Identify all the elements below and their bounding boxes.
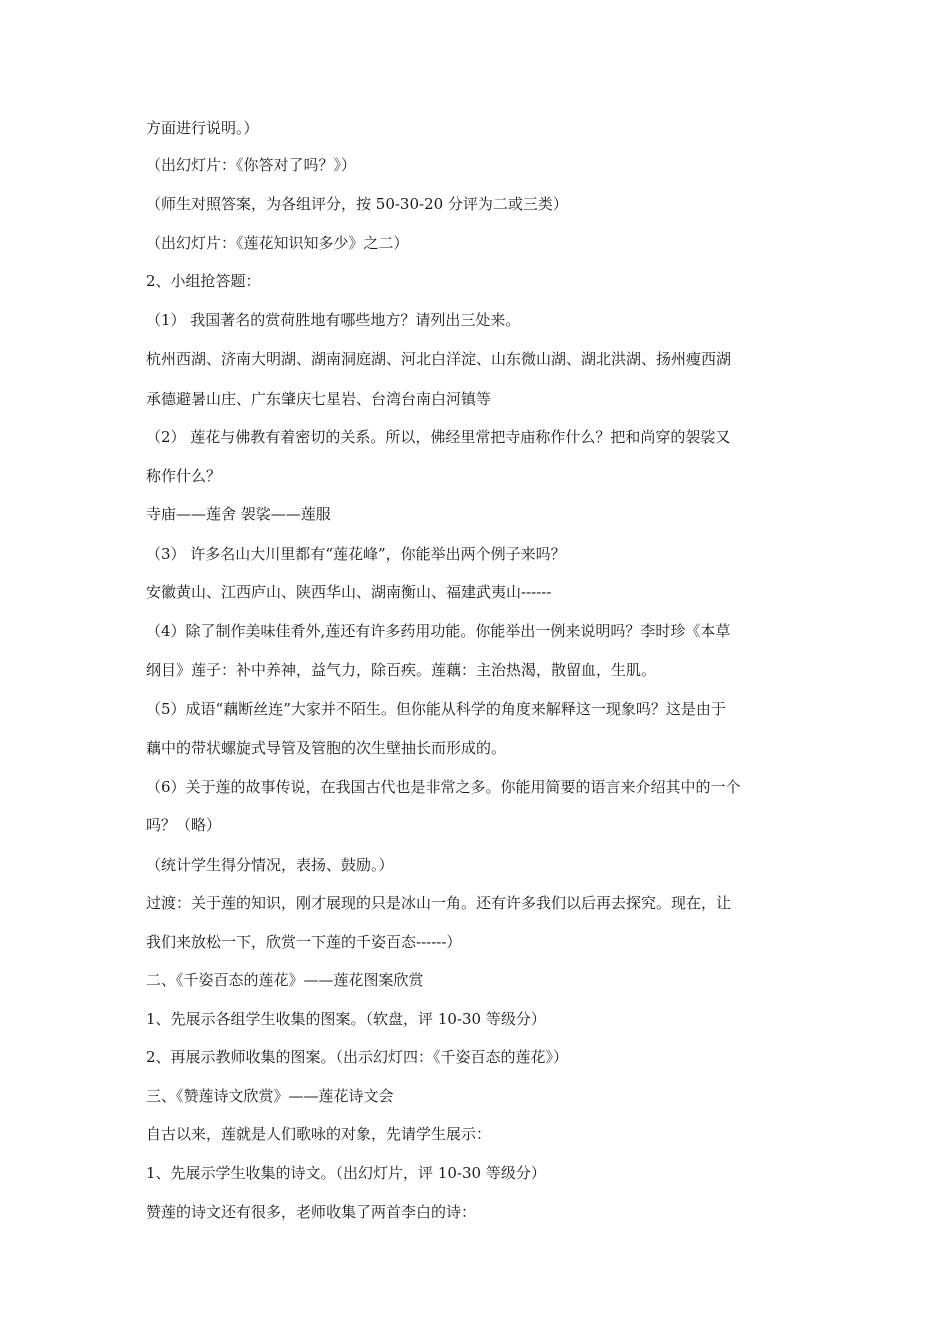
text-line: 自古以来，莲就是人们歌咏的对象，先请学生展示： — [146, 1125, 492, 1143]
text-line: （3） 许多名山大川里都有“莲花峰”，你能举出两个例子来吗？ — [146, 545, 566, 563]
text-line: 吗？（略） — [146, 816, 222, 834]
document-body — [146, 118, 810, 1222]
text-line: 杭州西湖、济南大明湖、湖南洞庭湖、河北白洋淀、山东微山湖、湖北洪湖、扬州瘦西湖 — [146, 350, 732, 368]
text-line: （出幻灯片：《莲花知识知多少》之二） — [146, 234, 409, 252]
text-line: 2、再展示教师收集的图案。（出示幻灯四：《千姿百态的莲花》） — [146, 1048, 569, 1066]
text-line: （6）关于莲的故事传说，在我国古代也是非常之多。你能用简要的语言来介绍其中的一个 — [146, 778, 741, 796]
text-line: （4）除了制作美味佳肴外,莲还有许多药用功能。你能举出一例来说明吗？李时珍《本草 — [146, 622, 731, 640]
text-line: 我们来放松一下，欣赏一下莲的千姿百态------） — [146, 933, 462, 951]
text-line: （出幻灯片：《你答对了吗？》） — [146, 156, 357, 174]
text-line: 1、先展示各组学生收集的图案。（软盘，评 10-30 等级分） — [146, 1010, 546, 1028]
text-line: （5）成语“藕断丝连”大家并不陌生。但你能从科学的角度来解释这一现象吗？这是由于 — [146, 700, 726, 718]
text-line: 2、小组抢答题： — [146, 272, 261, 290]
text-line: 纲目》莲子：补中养神，益气力，除百疾。莲藕：主治热渴，散留血，生肌。 — [146, 661, 657, 679]
text-line: 赞莲的诗文还有很多，老师收集了两首李白的诗： — [146, 1203, 477, 1221]
text-line: 方面进行说明。） — [146, 119, 259, 137]
text-line: 过渡：关于莲的知识，刚才展现的只是冰山一角。还有许多我们以后再去探究。现在，让 — [146, 894, 732, 912]
text-line: 称作什么？ — [146, 467, 222, 485]
text-line: 藕中的带状螺旋式导管及管胞的次生壁抽长而形成的。 — [146, 739, 507, 757]
text-line: （师生对照答案，为各组评分，按 50-30-20 分评为二或三类） — [146, 195, 568, 213]
text-line: 承德避暑山庄、广东肇庆七星岩、台湾台南白河镇等 — [146, 390, 492, 408]
text-line: 三、《赞莲诗文欣赏》——莲花诗文会 — [146, 1087, 394, 1105]
text-line: （2） 莲花与佛教有着密切的关系。所以，佛经里常把寺庙称作什么？把和尚穿的袈裟又 — [146, 428, 731, 446]
text-line: 安徽黄山、江西庐山、陕西华山、湖南衡山、福建武夷山------ — [146, 583, 552, 601]
text-line: 二、《千姿百态的莲花》——莲花图案欣赏 — [146, 971, 424, 989]
text-line: 寺庙——莲舍 袈裟——莲服 — [146, 505, 331, 523]
text-line: （1） 我国著名的赏荷胜地有哪些地方？请列出三处来。 — [146, 311, 521, 329]
text-line: 1、先展示学生收集的诗文。（出幻灯片，评 10-30 等级分） — [146, 1164, 546, 1182]
text-line: （统计学生得分情况，表扬、鼓励。） — [146, 856, 394, 874]
